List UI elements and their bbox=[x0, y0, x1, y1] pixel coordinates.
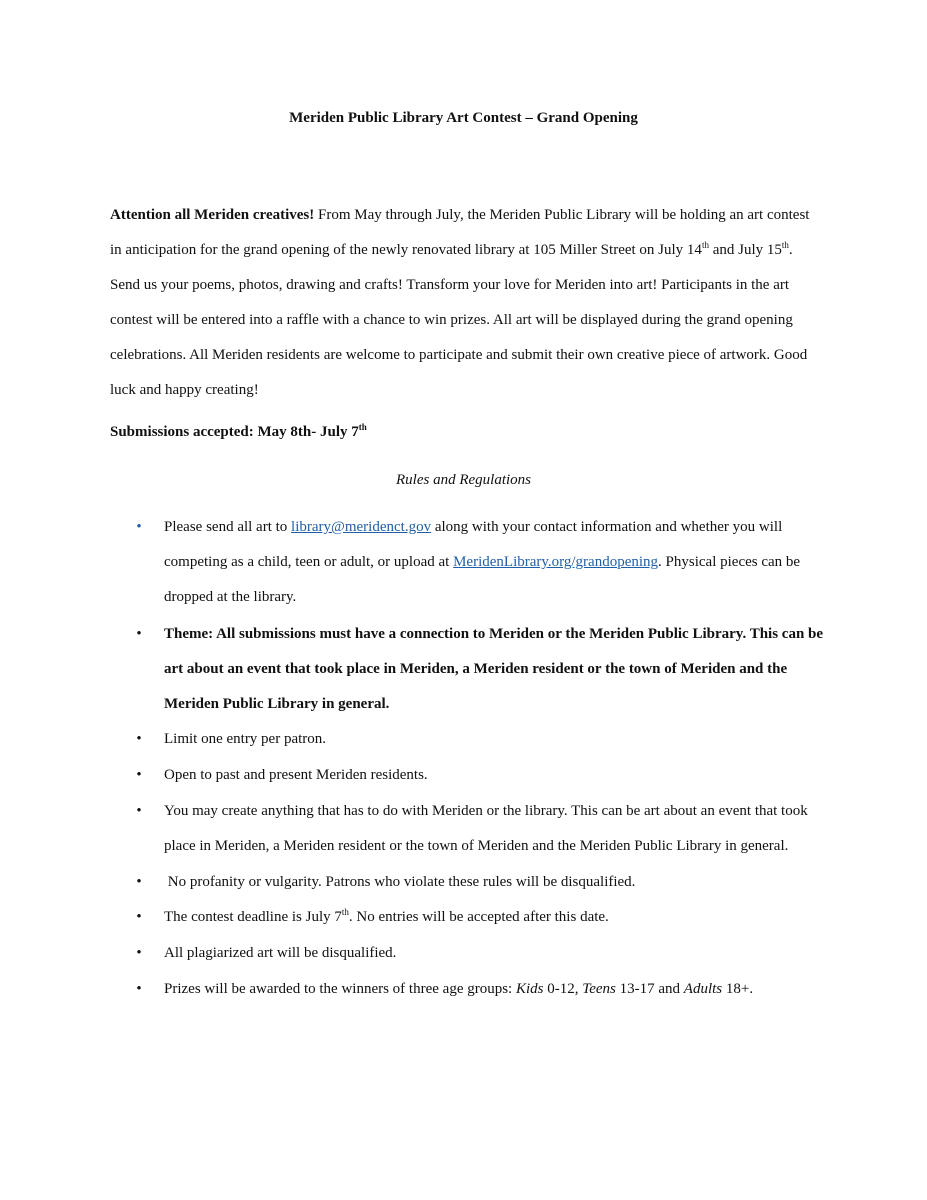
intro-sup-1: th bbox=[701, 240, 709, 250]
bullet-icon: • bbox=[136, 803, 142, 819]
age-group-adults: Adults bbox=[683, 981, 723, 997]
rule-7-sup: th bbox=[341, 907, 349, 917]
rule-deadline bbox=[164, 900, 824, 935]
rule-1-text-c: . Physical pieces can be dropped at the library. bbox=[164, 554, 801, 605]
rule-theme: Theme: All submissions must have a connection to Meriden or the Meriden Public Library. This can be art about an event that took place in Meriden, a Meriden resident or the town of Meriden and the Meriden Public Library in general. bbox=[164, 626, 824, 712]
rule-prizes bbox=[164, 972, 824, 1007]
rule-9-text-b: 0-12, bbox=[543, 981, 583, 997]
bullet-icon: • bbox=[136, 519, 142, 535]
rules-heading: Rules and Regulations bbox=[396, 472, 531, 488]
bullet-icon: • bbox=[136, 626, 142, 642]
age-group-teens: Teens bbox=[582, 981, 616, 997]
intro-text-3: . Send us your poems, photos, drawing and crafts! Transform your love for Meriden into art! Participants in the art contest will be entered into a raffle with a chance to win prizes. All art will be displayed during the grand opening celebrations. All Meriden residents are welcome to participate and submit their own creative piece of artwork. Good luck and happy creating! bbox=[110, 242, 808, 398]
rule-no-profanity: No profanity or vulgarity. Patrons who violate these rules will be disqualified. bbox=[164, 874, 636, 890]
rule-7-text-b: . No entries will be accepted after this date. bbox=[348, 909, 609, 925]
email-link[interactable]: library@meridenct.gov bbox=[291, 519, 432, 535]
intro-text-1: From May through July, the Meriden Public Library will be holding an art contest in anticipation for the grand opening of the newly renovated library at 105 Miller Street on July 14 bbox=[110, 207, 810, 258]
rule-1-text-a: Please send all art to bbox=[164, 519, 292, 535]
intro-sup-2: th bbox=[781, 240, 789, 250]
bullet-icon: • bbox=[136, 909, 142, 925]
bullet-icon: • bbox=[136, 981, 142, 997]
bullet-icon: • bbox=[136, 731, 142, 747]
rule-9-text-d: 18+. bbox=[722, 981, 754, 997]
rule-submit-art bbox=[164, 510, 824, 615]
intro-text-2: and July 15 bbox=[708, 242, 782, 258]
rule-9-text-c: 13-17 and bbox=[615, 981, 684, 997]
upload-url-link[interactable]: MeridenLibrary.org/grandopening bbox=[453, 554, 659, 570]
rule-plagiarism: All plagiarized art will be disqualified. bbox=[164, 945, 397, 961]
rule-7-text-a: The contest deadline is July 7 bbox=[164, 909, 342, 925]
rule-entry-limit: Limit one entry per patron. bbox=[164, 731, 327, 747]
bullet-icon: • bbox=[136, 767, 142, 783]
bullet-icon: • bbox=[136, 945, 142, 961]
rule-9-text-a: Prizes will be awarded to the winners of three age groups: bbox=[164, 981, 516, 997]
age-group-kids: Kids bbox=[515, 981, 544, 997]
submissions-text: Submissions accepted: May 8th- July 7 bbox=[110, 424, 359, 440]
rule-1-text-b: along with your contact information and whether you will competing as a child, teen or adult, or upload at bbox=[164, 519, 783, 570]
document-title: Meriden Public Library Art Contest – Grand Opening bbox=[289, 110, 638, 126]
bullet-icon: • bbox=[136, 874, 142, 890]
rule-residents: Open to past and present Meriden residents. bbox=[164, 767, 428, 783]
intro-lead: Attention all Meriden creatives! bbox=[110, 207, 315, 223]
rule-what-to-create: You may create anything that has to do with Meriden or the library. This can be art about an event that took place in Meriden, a Meriden resident or the town of Meriden and the Meriden Public Library in general. bbox=[164, 803, 808, 854]
submissions-sup: th bbox=[358, 422, 367, 432]
